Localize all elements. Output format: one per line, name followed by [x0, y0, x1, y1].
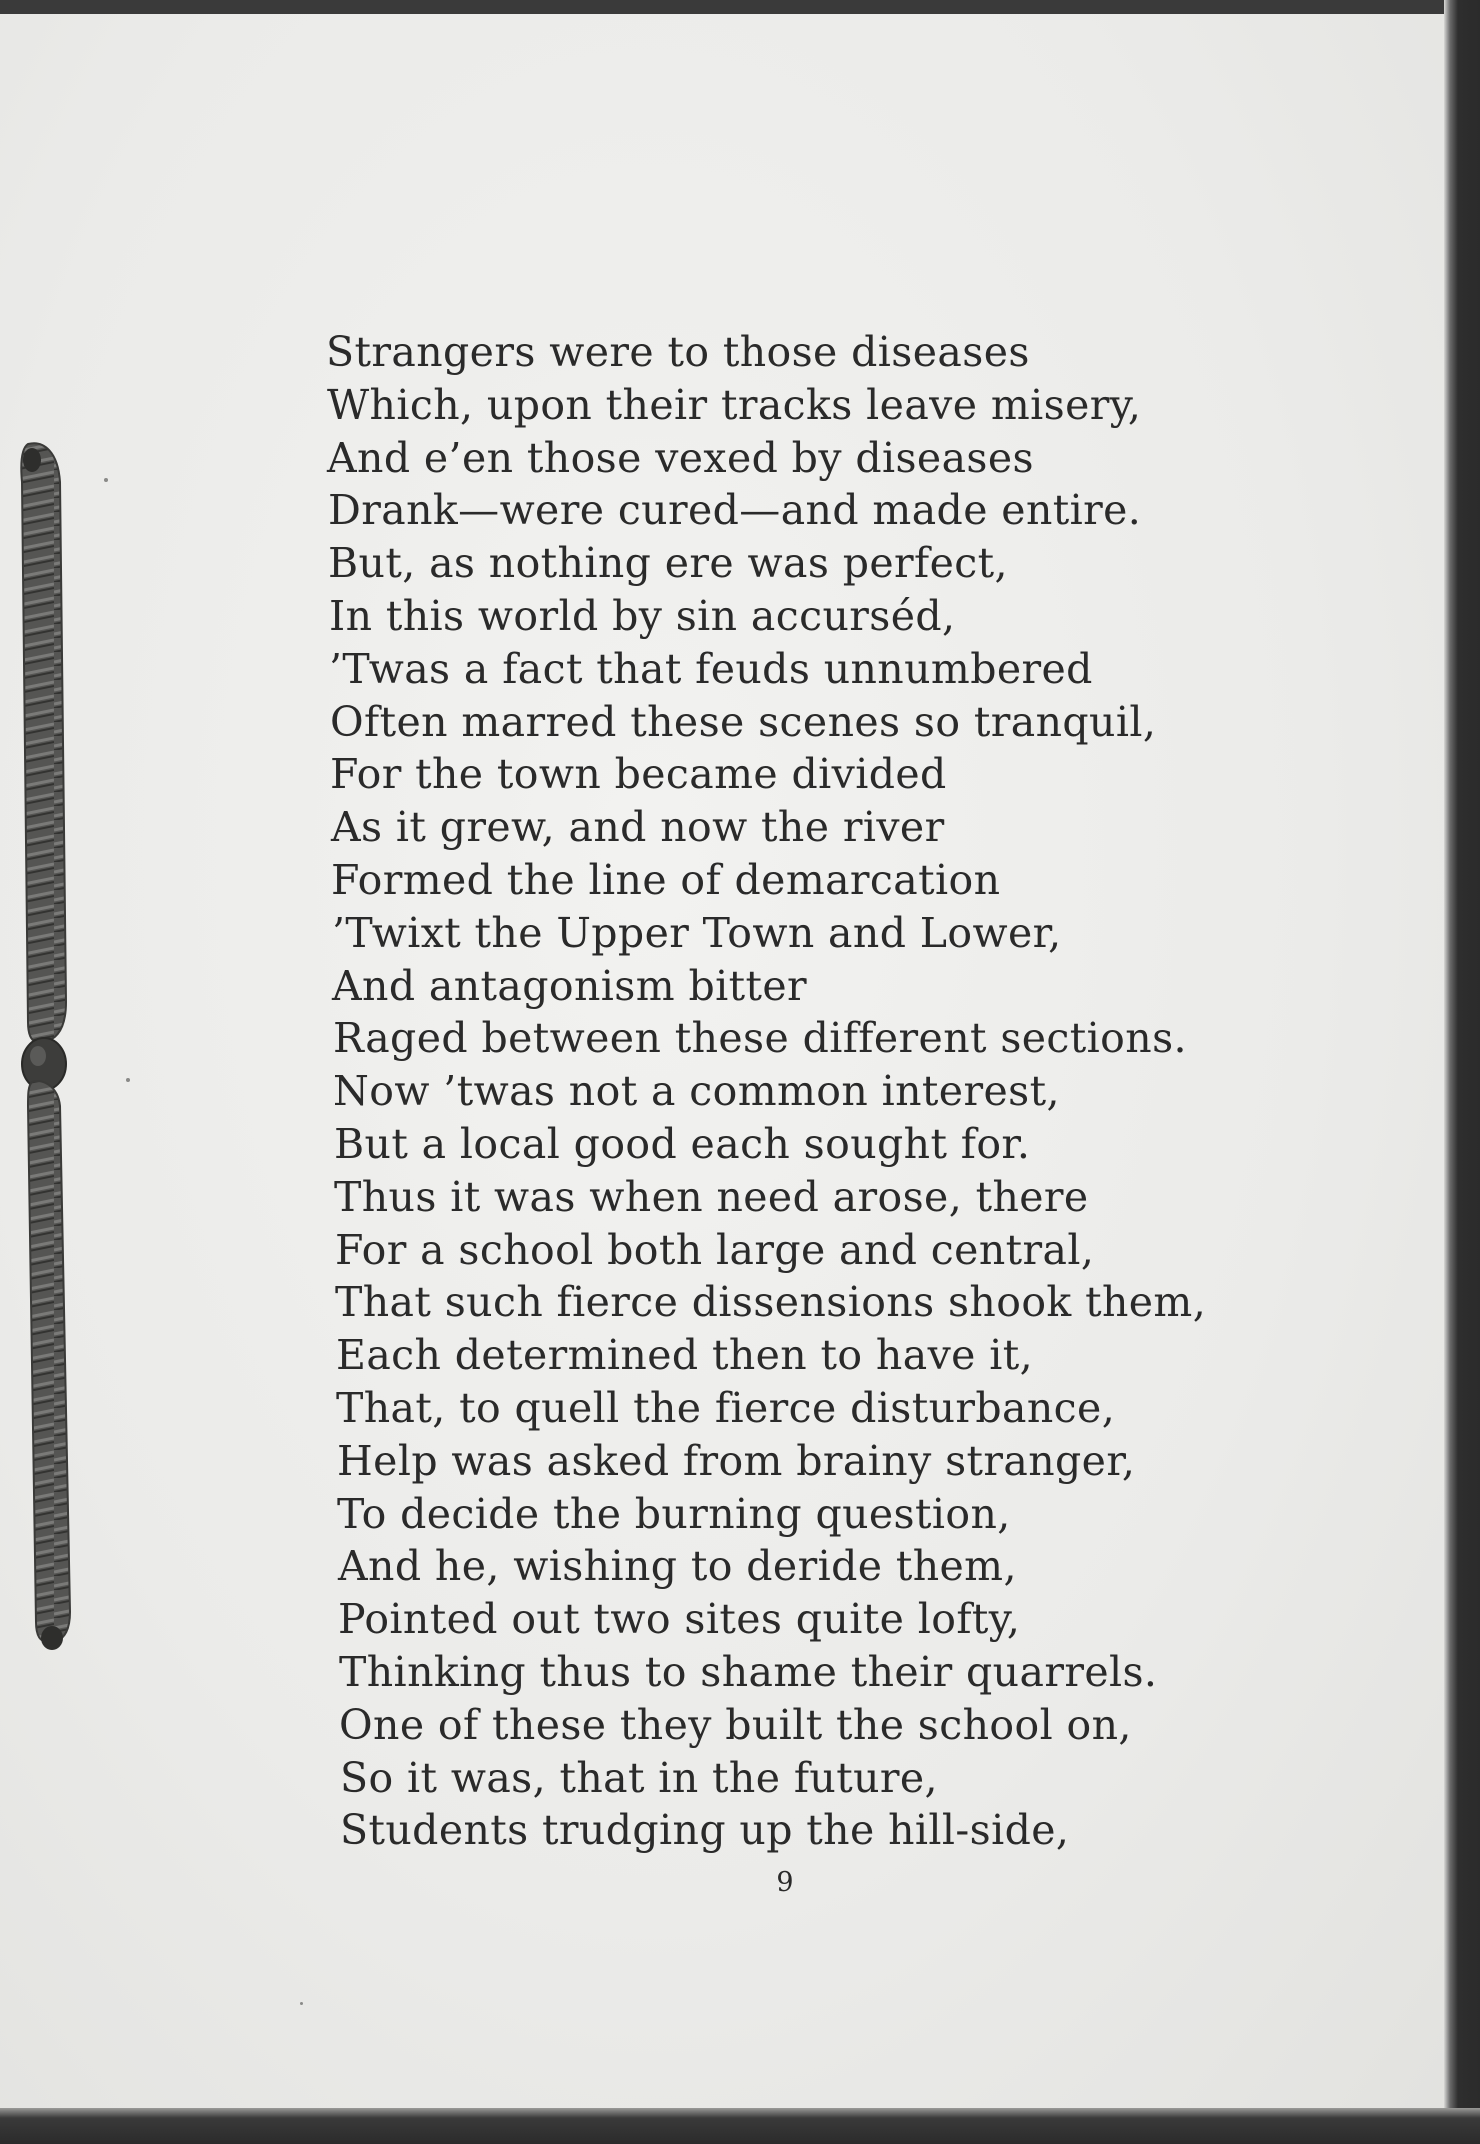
- poem-line: That such fierce dissensions shook them,: [335, 1278, 1207, 1327]
- poem-line: Each determined then to have it,: [336, 1331, 1034, 1380]
- poem-line: So it was, that in the future,: [340, 1753, 938, 1802]
- poem-line: ’Twixt the Upper Town and Lower,: [332, 908, 1062, 957]
- poem-line: For the town became divided: [330, 750, 947, 799]
- paper-speck: [104, 478, 108, 482]
- scan-right-border: [1444, 0, 1480, 2144]
- poem-text: [326, 326, 1326, 1857]
- paper-speck: [300, 2002, 303, 2005]
- poem-line: ’Twas a fact that feuds unnumbered: [329, 644, 1093, 693]
- poem-line: Which, upon their tracks leave misery,: [327, 380, 1142, 429]
- poem-line: Strangers were to those diseases: [326, 328, 1030, 376]
- poem-line: Thinking thus to shame their quarrels.: [339, 1647, 1158, 1696]
- poem-line: Formed the line of demarcation: [331, 855, 1001, 904]
- poem-line: Thus it was when need arose, there: [334, 1172, 1089, 1221]
- poem-line: As it grew, and now the river: [331, 803, 945, 852]
- paper-speck: [126, 1078, 130, 1082]
- poem-line: For a school both large and central,: [335, 1225, 1095, 1274]
- binding-cord-icon: [14, 442, 84, 1652]
- poem-line: And antagonism bitter: [332, 961, 808, 1010]
- scan-bottom-border: [0, 2108, 1480, 2144]
- poem-line: Raged between these different sections.: [333, 1014, 1187, 1063]
- poem-line: To decide the burning question,: [337, 1489, 1011, 1538]
- poem-line: Help was asked from brainy stranger,: [337, 1436, 1136, 1485]
- poem-line: That, to quell the fierce disturbance,: [336, 1383, 1116, 1432]
- poem-line: Students trudging up the hill-side,: [340, 1806, 1070, 1855]
- poem-line: Now ’twas not a common interest,: [333, 1067, 1060, 1116]
- poem-line: And he, wishing to deride them,: [338, 1542, 1017, 1591]
- poem-line: And e’en those vexed by diseases: [327, 433, 1034, 482]
- poem-line: Pointed out two sites quite lofty,: [338, 1595, 1021, 1644]
- poem-line: In this world by sin accurséd,: [329, 591, 956, 640]
- page-number: 9: [776, 1867, 794, 1898]
- poem-line: Drank—were cured—and made entire.: [328, 486, 1142, 535]
- poem-line: Often marred these scenes so tranquil,: [330, 697, 1157, 746]
- poem-line: But a local good each sought for.: [334, 1119, 1031, 1168]
- poem-line: But, as nothing ere was perfect,: [328, 539, 1008, 588]
- poem-line: One of these they built the school on,: [339, 1700, 1132, 1749]
